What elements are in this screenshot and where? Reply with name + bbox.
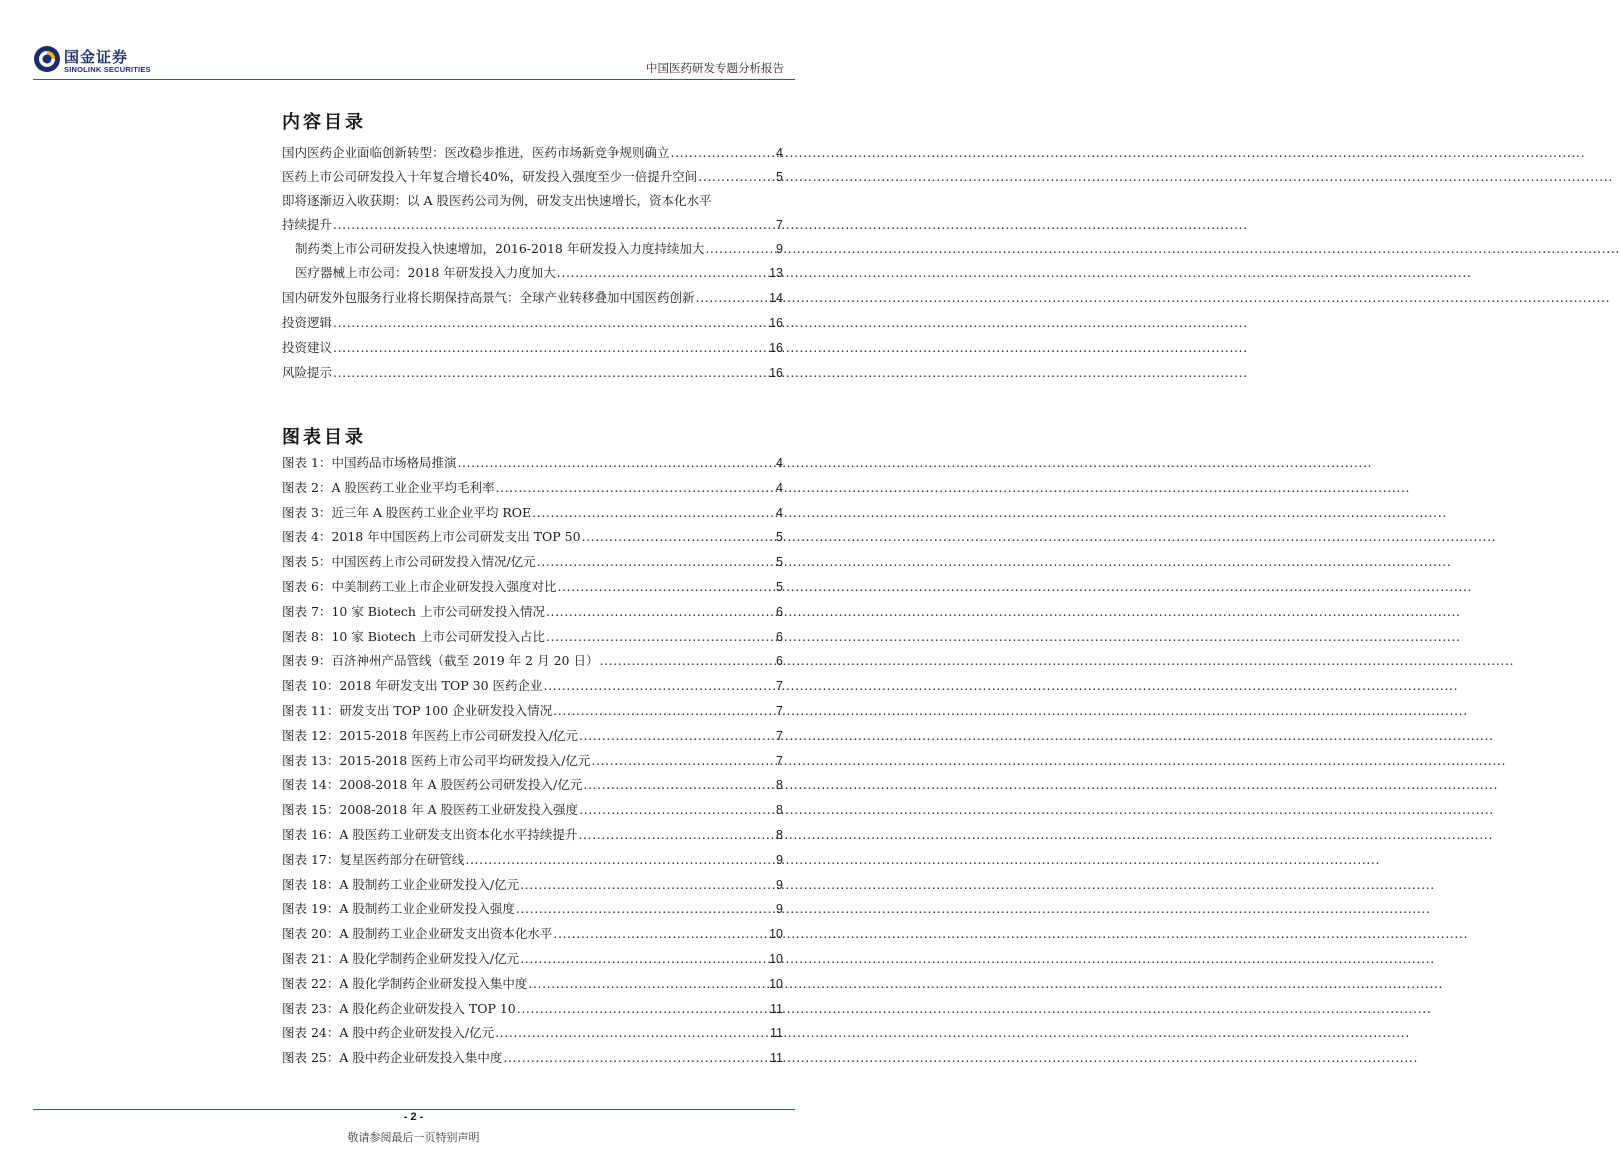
figure-entry-text: A 股制药工业企业研发投入强度	[339, 901, 515, 917]
figure-leader	[552, 701, 776, 721]
figure-leader	[515, 899, 776, 919]
toc-leader	[332, 363, 769, 383]
figure-entry[interactable]	[282, 1023, 783, 1043]
figure-entry-page: 6	[776, 604, 783, 619]
figure-entry-page: 5	[776, 555, 783, 570]
figure-entry-page: 11	[770, 1051, 783, 1066]
toc-leader	[697, 167, 776, 187]
figure-entry[interactable]	[282, 453, 783, 473]
header-divider	[33, 79, 795, 80]
figure-entry-label: 图表 20：	[282, 926, 340, 942]
toc-entry-page: 5	[776, 170, 783, 184]
toc-entry-first-line[interactable]	[282, 191, 783, 211]
figure-leader	[516, 999, 770, 1019]
figure-entry-label: 图表 11：	[282, 703, 340, 718]
figure-entry[interactable]	[282, 577, 783, 597]
figure-entry-label: 图表 24：	[282, 1025, 340, 1041]
logo-english-name: SINOLINK SECURITIES	[64, 65, 151, 74]
figure-entry-page: 9	[776, 902, 783, 917]
figure-entry-page: 7	[776, 679, 783, 694]
figure-entry-label: 图表 1：	[282, 455, 332, 470]
figure-leader	[464, 850, 776, 870]
toc-leader	[332, 215, 776, 235]
figure-entry-text: 近三年 A 股医药工业企业平均 ROE	[331, 504, 532, 520]
figure-entry-page: 10	[769, 952, 783, 966]
toc-entry-page: 7	[776, 218, 783, 232]
figure-entry-page: 8	[776, 803, 783, 818]
toc-entry-text: 投资逻辑	[282, 315, 333, 330]
figure-leader	[519, 949, 769, 969]
toc-leader	[670, 143, 777, 163]
figure-entry[interactable]	[282, 999, 783, 1019]
figure-entry[interactable]	[282, 627, 783, 647]
figure-entry-page: 7	[776, 728, 783, 743]
figure-entry[interactable]	[282, 899, 783, 919]
figure-entry-page: 10	[769, 976, 783, 991]
figure-entry-text: 研发支出 TOP 100 企业研发投入情况	[339, 703, 553, 718]
figure-entry-text: 复星医药部分在研管线	[339, 851, 465, 867]
toc-entry[interactable]	[282, 313, 783, 333]
figure-entry-label: 图表 25：	[282, 1050, 340, 1066]
toc-entry-text: 医疗器械上市公司：2018 年研发投入力度加大	[295, 265, 556, 280]
report-title: 中国医药研发专题分析报告	[646, 61, 784, 75]
footer-disclaimer: 敬请参阅最后一页特别声明	[347, 1131, 480, 1144]
figure-entry-text: 10 家 Biotech 上市公司研发投入情况	[331, 603, 545, 619]
figure-leader	[456, 453, 776, 473]
figure-leader	[545, 602, 776, 622]
figure-entry-page: 4	[776, 505, 783, 520]
figure-entry[interactable]	[282, 701, 783, 721]
figure-leader	[578, 800, 776, 820]
figure-leader	[494, 1023, 770, 1043]
figure-entry-text: 2008-2018 年 A 股医药公司研发投入/亿元	[339, 777, 583, 793]
figure-entry[interactable]	[282, 1048, 783, 1068]
figure-entry[interactable]	[282, 552, 783, 572]
page-number: - 2 -	[403, 1111, 424, 1123]
figure-leader	[519, 875, 776, 895]
toc-entry-text: 即将逐渐迈入收获期：以 A 股医药公司为例，研发支出快速增长，资本化水平	[282, 193, 712, 208]
figure-entry[interactable]	[282, 602, 783, 622]
figure-entry-label: 图表 15：	[282, 802, 340, 818]
figure-entry-label: 图表 10：	[282, 678, 340, 694]
figure-entry-label: 图表 22：	[282, 975, 340, 991]
toc-leader	[704, 239, 776, 259]
figure-leader	[531, 503, 776, 523]
figure-leader	[543, 676, 777, 696]
figure-entry-page: 9	[776, 852, 783, 867]
figure-entry-label: 图表 12：	[282, 727, 340, 743]
figure-entry[interactable]	[282, 751, 783, 771]
figure-leader	[536, 552, 776, 572]
figure-entry[interactable]	[282, 775, 783, 795]
figure-entry-label: 图表 19：	[282, 901, 340, 917]
toc-entry[interactable]	[282, 167, 783, 187]
toc-entry-text: 国内医药企业面临创新转型：医改稳步推进，医药市场新竞争规则确立	[282, 145, 670, 160]
figure-leader	[552, 924, 769, 944]
figure-entry-text: A 股中药企业研发投入/亿元	[339, 1025, 495, 1041]
figure-entry-page: 7	[776, 704, 783, 718]
toc-entry-page: 16	[769, 341, 783, 355]
toc-leader	[332, 313, 769, 333]
figure-entry-text: 中美制药工业上市企业研发投入强度对比	[331, 579, 557, 594]
toc-entry[interactable]	[282, 363, 783, 383]
toc-entry-page: 9	[776, 242, 783, 256]
figure-entry-page: 4	[776, 456, 783, 470]
figure-entry-text: 2018 年中国医药上市公司研发支出 TOP 50	[331, 529, 581, 545]
figure-entry-label: 图表 13：	[282, 752, 340, 768]
figure-entry-text: A 股中药企业研发投入集中度	[339, 1050, 503, 1066]
figure-entry-text: 2008-2018 年 A 股医药工业研发投入强度	[339, 802, 579, 818]
toc-entry-page: 14	[769, 291, 783, 305]
figure-entry-label: 图表 9：	[282, 653, 332, 669]
figure-entry[interactable]	[282, 676, 783, 696]
figure-entry-text: 中国医药上市公司研发投入情况/亿元	[331, 554, 536, 570]
figure-entry-label: 图表 7：	[282, 603, 332, 619]
figure-entry-label: 图表 17：	[282, 851, 340, 867]
figure-entry-text: A 股化学制药企业研发投入集中度	[339, 975, 528, 991]
logo-chinese-name: 国金证券	[64, 48, 129, 66]
figure-entry-text: A 股化学制药企业研发投入/亿元	[339, 951, 520, 966]
figure-entry-text: A 股制药工业企业研发投入/亿元	[339, 876, 520, 892]
toc-leader	[695, 288, 770, 308]
figure-entry[interactable]	[282, 478, 783, 498]
toc-entry-page: 13	[769, 266, 783, 280]
figure-entry-text: 2015-2018 医药上市公司平均研发投入/亿元	[339, 752, 591, 768]
figure-entry[interactable]	[282, 974, 783, 994]
figure-entry-text: A 股医药工业研发支出资本化水平持续提升	[339, 827, 578, 842]
toc-leader	[556, 263, 769, 283]
figure-entry[interactable]	[282, 949, 783, 969]
toc-leader	[332, 338, 769, 358]
toc-entry-text: 风险提示	[282, 365, 333, 380]
figure-entry-label: 图表 23：	[282, 1000, 340, 1016]
figure-entry-page: 11	[770, 1001, 783, 1016]
figure-entry[interactable]	[282, 875, 783, 895]
figure-entry-page: 5	[776, 580, 783, 594]
figure-entry-page: 6	[776, 629, 783, 644]
figure-leader	[577, 825, 776, 845]
figure-leader	[578, 726, 776, 746]
toc-entry[interactable]	[282, 143, 783, 163]
toc-entry-second-line[interactable]	[282, 215, 783, 235]
company-logo	[33, 45, 163, 79]
figure-entry-page: 5	[776, 530, 783, 545]
toc-entry-text: 制药类上市公司研发投入快速增加，2016-2018 年研发投入力度持续加大	[295, 241, 705, 256]
figure-entry-text: A 股制药工业企业研发支出资本化水平	[339, 926, 553, 942]
figure-entry-page: 8	[776, 778, 783, 793]
figure-entry-page: 11	[770, 1026, 783, 1041]
figure-leader	[582, 775, 776, 795]
toc-entry[interactable]	[282, 338, 783, 358]
figure-entry[interactable]	[282, 825, 783, 845]
figure-entry-text: A 股化药企业研发投入 TOP 10	[339, 1000, 516, 1016]
toc-entry-text: 医药上市公司研发投入十年复合增长40%，研发投入强度至少一倍提升空间	[282, 169, 698, 184]
toc-entry-text: 投资建议	[282, 340, 333, 355]
toc-entry-text: 国内研发外包服务行业将长期保持高景气：全球产业转移叠加中国医药创新	[282, 290, 695, 305]
figure-entry-label: 图表 5：	[282, 554, 332, 570]
toc-title: 内容目录	[282, 112, 366, 133]
figure-entry-label: 图表 8：	[282, 628, 332, 644]
figure-leader	[545, 627, 776, 647]
figure-entry[interactable]	[282, 726, 783, 746]
toc-entry-page: 4	[776, 146, 783, 160]
toc-entry[interactable]	[282, 288, 783, 308]
figure-entry-page: 10	[769, 927, 783, 942]
figure-leader	[598, 651, 776, 671]
figure-entry-text: A 股医药工业企业平均毛利率	[331, 479, 495, 495]
figure-leader	[581, 527, 776, 547]
figure-entry-label: 图表 3：	[282, 504, 332, 520]
page-header	[0, 0, 827, 80]
figure-entry-page: 9	[776, 877, 783, 892]
figure-entry-page: 4	[776, 480, 783, 495]
figure-entry-text: 2015-2018 年医药上市公司研发投入/亿元	[339, 727, 578, 743]
figure-entry-label: 图表 2：	[282, 479, 332, 495]
figure-entry[interactable]	[282, 800, 783, 820]
figure-entry[interactable]	[282, 651, 783, 671]
figure-entry-text: 中国药品市场格局推演	[331, 455, 457, 470]
figure-entry[interactable]	[282, 850, 783, 870]
figure-leader	[556, 577, 776, 597]
figure-entry[interactable]	[282, 527, 783, 547]
figure-entry-text: 2018 年研发支出 TOP 30 医药企业	[339, 678, 543, 694]
figure-leader	[590, 751, 776, 771]
figure-leader	[494, 478, 776, 498]
figure-entry-page: 8	[776, 828, 783, 842]
figures-toc-title: 图表目录	[282, 427, 366, 448]
toc-entry-page: 16	[769, 316, 783, 330]
figure-entry-label: 图表 18：	[282, 876, 340, 892]
figure-entry-text: 百济神州产品管线（截至 2019 年 2 月 20 日）	[331, 653, 599, 669]
figure-entry-label: 图表 21：	[282, 951, 340, 966]
toc-entry-text: 持续提升	[282, 217, 333, 232]
figure-entry-page: 6	[776, 654, 783, 669]
figure-entry-text: 10 家 Biotech 上市公司研发投入占比	[331, 628, 545, 644]
toc-entry-page: 16	[769, 366, 783, 380]
figure-leader	[502, 1048, 770, 1068]
toc-subentry[interactable]	[295, 263, 783, 283]
figure-entry-label: 图表 14：	[282, 777, 340, 793]
footer-divider	[33, 1109, 795, 1110]
toc-subentry[interactable]	[295, 239, 783, 259]
figure-entry[interactable]	[282, 503, 783, 523]
figure-leader	[527, 974, 769, 994]
sinolink-logo-icon	[33, 45, 61, 73]
figure-entry-page: 7	[776, 753, 783, 768]
figure-entry-label: 图表 4：	[282, 529, 332, 545]
figure-entry[interactable]	[282, 924, 783, 944]
figure-entry-label: 图表 6：	[282, 579, 332, 594]
figure-entry-label: 图表 16：	[282, 827, 340, 842]
